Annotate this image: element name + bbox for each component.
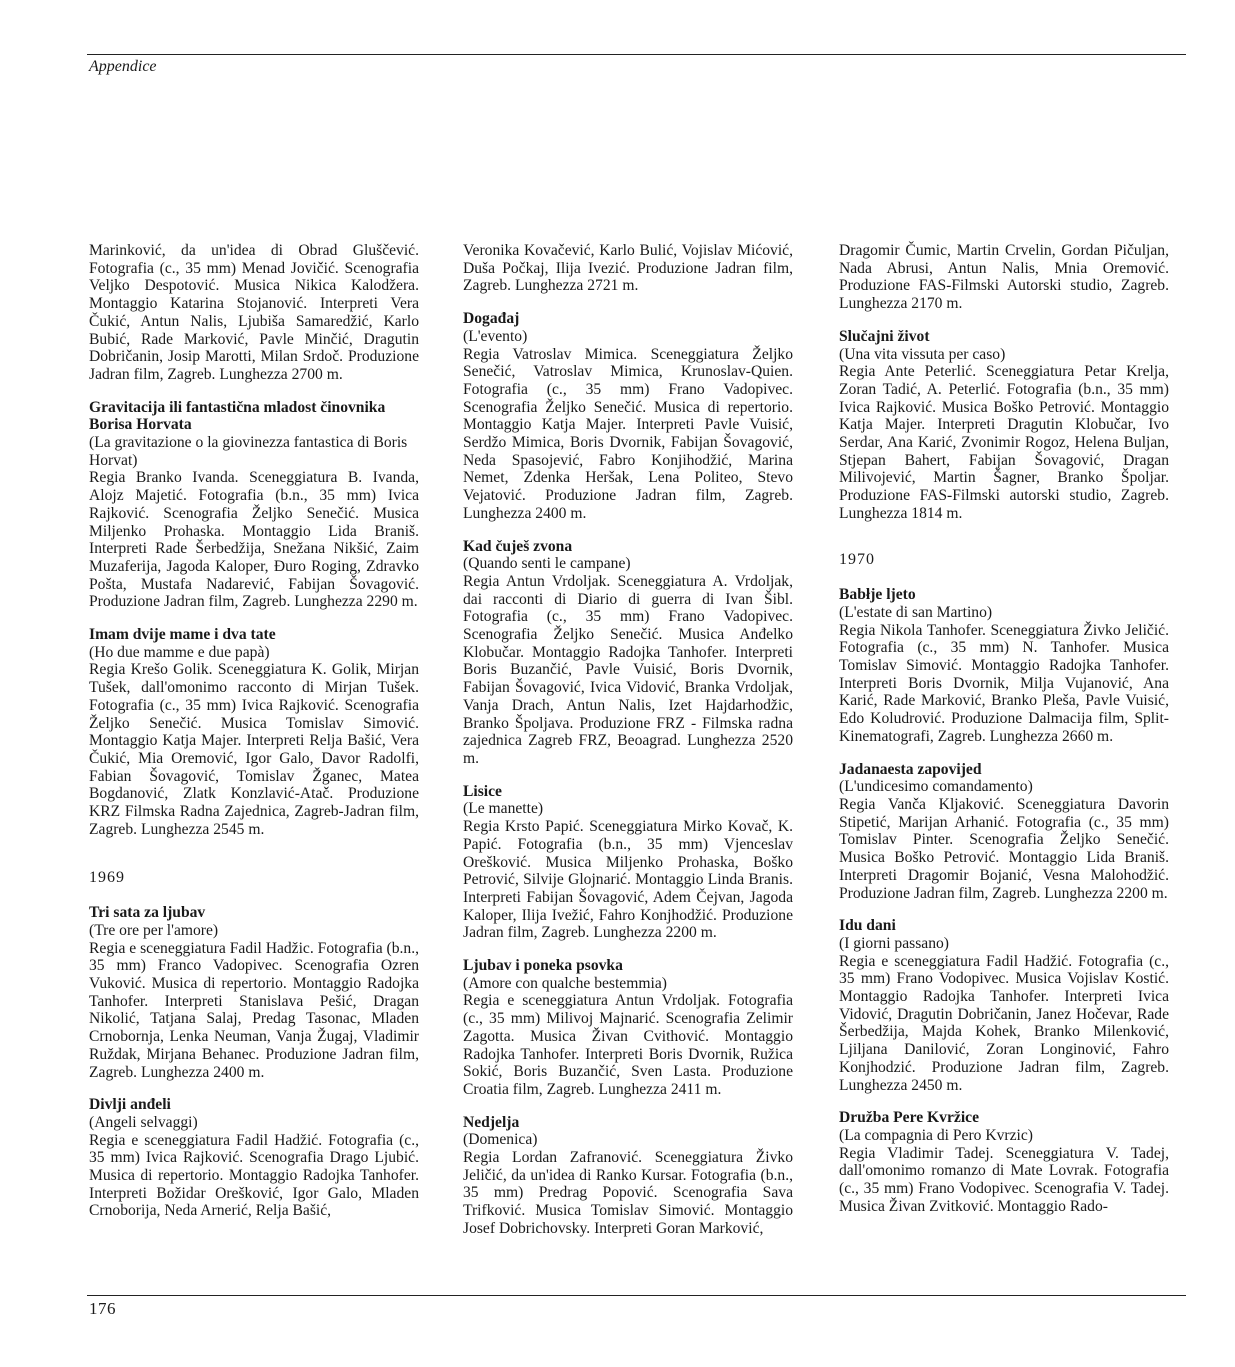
film-translated-title: (L'evento) <box>463 327 528 345</box>
film-translated-title: (L'undicesimo comandamento) <box>839 778 1033 796</box>
film-translated-title: (Amore con qualche bestemmia) <box>463 974 667 992</box>
film-translated-title: (Quando senti le campane) <box>463 555 631 573</box>
film-title: Lisice <box>463 782 502 800</box>
film-entry <box>89 904 419 1081</box>
continuation-text: Veronika Kovačević, Karlo Bulić, Vojislav Mićović, Duša Počkaj, Ilija Ivezić. Produzione Jadran film, Zagreb. Lunghezza 2721 m. <box>463 242 793 295</box>
film-entry <box>463 538 793 768</box>
film-entry <box>839 328 1169 523</box>
film-translated-title: (Domenica) <box>463 1131 538 1149</box>
film-credits: Regia Ante Peterlić. Sceneggiatura Petar Krelja, Zoran Tadić, A. Peterlić. Fotografia (b.n., 35 mm) Ivica Rajković. Musica Boško Petrović. Montaggio Katja Majer. Interpreti Dragutin Klobučar, Ivo Serdar, Ana Karić, Zvonimir Rogoz, Helena Buljan, Stjepan Bahert, Fabijan Šovagović, Dragan Milivojević, Martin Šagner, Branko Špoljar. Produzione FAS-Filmski autorski studio, Zagreb. Lunghezza 1814 m. <box>839 363 1169 522</box>
column-2 <box>463 242 793 1253</box>
page-number: 176 <box>89 1299 116 1318</box>
running-header: Appendice <box>89 58 157 75</box>
film-title: Tri sata za ljubav <box>89 904 206 922</box>
film-translated-title: (Ho due mamme e due papà) <box>89 643 270 661</box>
film-credits: Regia e sceneggiatura Fadil Hadžić. Fotografia (c., 35 mm) Frano Vodopivec. Musica Vojislav Kostić. Montaggio Radojka Tanhofer. Interpreti Ivica Vidović, Dragutin Dobričanin, Janez Hočevar, Rade Šerbedžija, Majda Kohek, Branko Milenković, Ljiljana Danilović, Zoran Longinović, Fahro Konjhodzić. Produzione Jadran film, Zagreb. Lunghezza 2450 m. <box>839 952 1169 1094</box>
film-translated-title: (L'estate di san Martino) <box>839 603 993 621</box>
film-translated-title: (I giorni passano) <box>839 934 949 952</box>
film-credits: Regia Branko Ivanda. Sceneggiatura B. Ivanda, Alojz Majetić. Fotografia (b.n., 35 mm) Ivica Rajković. Scenografia Željko Senečić. Musica Miljenko Prohaska. Montaggio Lida Braniš. Interpreti Rade Šerbedžija, Snežana Nikšić, Zaim Muzaferija, Jagoda Kaloper, Đuro Roging, Zdravko Pošta, Mustafa Nadarević, Fabijan Šovagović. Produzione Jadran film, Zagreb. Lunghezza 2290 m. <box>89 469 419 611</box>
film-credits: Regia e sceneggiatura Antun Vrdoljak. Fotografia (c., 35 mm) Milivoj Majnarić. Scenografia Zelimir Zagotta. Musica Živan Cvithović. Montaggio Radojka Tanhofer. Interpreti Boris Dvornik, Ružica Sokić, Boris Buzančić, Sven Lasta. Produzione Croatia film, Zagreb. Lunghezza 2411 m. <box>463 992 793 1098</box>
film-entry <box>839 1109 1169 1215</box>
film-title: Gravitacija ili fantastična mladost činovnika Borisa Horvata <box>89 398 386 434</box>
film-credits: Regia Vladimir Tadej. Sceneggiatura V. Tadej, dall'omonimo romanzo di Mate Lovrak. Fotografia (c., 35 mm) Frano Vodopivec. Scenografia V. Tadej. Musica Živan Zvitković. Montaggio Rado- <box>839 1144 1169 1215</box>
film-title: Ljubav i poneka psovka <box>463 957 623 975</box>
film-translated-title: (La gravitazione o la giovinezza fantastica di Boris Horvat) <box>89 434 408 469</box>
film-entry <box>89 399 419 611</box>
column-3 <box>839 242 1169 1230</box>
film-translated-title: (Angeli selvaggi) <box>89 1113 198 1131</box>
footer-rule <box>87 1295 1186 1296</box>
film-credits: Regia Lordan Zafranović. Sceneggiatura Živko Jeličić, da un'idea di Ranko Kursar. Fotografia (b.n., 35 mm) Predrag Popović. Scenografia Sava Trifković. Musica Tomislav Simović. Montaggio Josef Dobrichovsky. Interpreti Goran Marković, <box>463 1149 793 1237</box>
film-title: Slučajni život <box>839 327 930 345</box>
film-title: Kad čuješ zvona <box>463 537 573 555</box>
header-rule <box>87 54 1186 55</box>
film-entry <box>463 310 793 522</box>
film-entry <box>839 586 1169 745</box>
year-heading: 1969 <box>89 868 125 886</box>
film-credits: Regia e sceneggiatura Fadil Hadžic. Fotografia (b.n., 35 mm) Franco Vadopivec. Scenografia Ozren Vuković. Musica di repertorio. Montaggio Radojka Tanhofer. Interpreti Stanislava Pešić, Dragan Nikolić, Tatjana Salaj, Predag Tasonac, Mladen Crnobornja, Lenka Neuman, Vanja Žugaj, Vladimir Ruždak, Mirjana Behanec. Produzione Jadran film, Zagreb. Lunghezza 2400 m. <box>89 939 419 1081</box>
film-entry <box>463 1114 793 1238</box>
film-title: Događaj <box>463 310 520 328</box>
film-credits: Regia Vanča Kljaković. Sceneggiatura Davorin Stipetić, Marijan Arhanić. Fotografia (c., 35 mm) Tomislav Pinter. Scenografia Željko Senečić. Musica Boško Petrović. Montaggio Lida Braniš. Interpreti Dragomir Bojanić, Vesna Malohodžić. Produzione Jadran film, Zagreb. Lunghezza 2200 m. <box>839 795 1169 902</box>
film-entry <box>89 1096 419 1220</box>
film-title: Imam dvije mame i dva tate <box>89 626 276 644</box>
film-title: Divlji anđeli <box>89 1096 171 1114</box>
film-translated-title: (Le manette) <box>463 800 544 818</box>
film-entry <box>463 957 793 1099</box>
film-translated-title: (La compagnia di Pero Kvrzic) <box>839 1126 1033 1144</box>
film-credits: Regia Antun Vrdoljak. Sceneggiatura A. Vrdoljak, dai racconti di Diario di guerra di Ivan Šibl. Fotografia (c., 35 mm) Frano Vadopivec. Scenografia Željko Senečić. Musica Anđelko Klobučar. Montaggio Radojka Tanhofer. Interpreti Boris Buzančić, Pavle Vuisić, Boris Dvornik, Fabijan Šovagović, Ivica Vidović, Branka Vrdoljak, Vanja Drach, Antun Nalis, Izet Hajdarhodžic, Branko Špoljava. Produzione FRZ - Filmska radna zajednica Zagreb FRZ, Beoagrad. Lunghezza 2520 m. <box>463 572 793 767</box>
continuation-text: Marinković, da un'idea di Obrad Gluščević. Fotografia (c., 35 mm) Menad Jovičić. Scenografia Veljko Despotović. Musica Nikica Kalodžera. Montaggio Katarina Stojanović. Interpreti Vera Čukić, Antun Nalis, Ljubiša Samaredžić, Karlo Bubić, Rade Marković, Pavle Minčić, Dragutin Dobričanin, Josip Marotti, Milan Srdoč. Produzione Jadran film, Zagreb. Lunghezza 2700 m. <box>89 242 419 383</box>
year-heading: 1970 <box>839 550 875 568</box>
film-credits: Regia Vatroslav Mimica. Sceneggiatura Željko Senečić, Vatroslav Mimica, Krunoslav-Quien. Fotografia (c., 35 mm) Frano Vadopivec. Scenografia Željko Senečić. Musica di repertorio. Montaggio Katja Majer. Interpreti Pavle Vuisić, Serdžo Mimica, Boris Dvornik, Fabijan Šovagović, Neda Spasojević, Fabro Konjihodžić, Marina Nemet, Zdenka Heršak, Lena Politeo, Stevo Vejatović. Produzione Jadran film, Zagreb. Lunghezza 2400 m. <box>463 345 793 522</box>
film-title: Jadanaesta zapovijed <box>839 760 982 778</box>
film-title: Idu dani <box>839 917 896 935</box>
film-entry <box>463 783 793 942</box>
film-credits: Regia e sceneggiatura Fadil Hadžić. Fotografia (c., 35 mm) Ivica Rajković. Scenografia Drago Ljubić. Musica di repertorio. Montaggio Radojka Tanhofer. Interpreti Božidar Orešković, Igor Galo, Mladen Crnoborija, Neda Arnerić, Relja Bašić, <box>89 1131 419 1220</box>
film-entry <box>839 761 1169 903</box>
continuation-text: Dragomir Čumic, Martin Crvelin, Gordan Pičuljan, Nada Abrusi, Antun Nalis, Mnia Oremović. Produzione FAS-Filmski Autorski studio, Zagreb. Lunghezza 2170 m. <box>839 242 1169 313</box>
film-title: Družba Pere Kvržice <box>839 1109 979 1127</box>
film-credits: Regia Nikola Tanhofer. Sceneggiatura Živko Jeličić. Fotografia (c., 35 mm) N. Tanhofer. Musica Tomislav Simović. Montaggio Radojka Tanhofer. Interpreti Boris Dvornik, Milja Vujanović, Ana Karić, Rade Marković, Branko Pleša, Pavle Vuisić, Edo Koludrović. Produzione Dalmacija film, Split-Kinematografi, Zagreb. Lunghezza 2660 m. <box>839 621 1169 745</box>
film-title: Babłje ljeto <box>839 586 916 604</box>
film-entry <box>839 917 1169 1094</box>
film-title: Nedjelja <box>463 1113 520 1131</box>
column-1 <box>89 242 419 1235</box>
film-translated-title: (Una vita vissuta per caso) <box>839 345 1006 363</box>
film-credits: Regia Krešo Golik. Sceneggiatura K. Golik, Mirjan Tušek, dall'omonimo racconto di Mirjan Tušek. Fotografia (c., 35 mm) Ivica Rajković. Scenografia Željko Senečić. Musica Tomislav Simović. Montaggio Katja Majer. Interpreti Relja Bašić, Vera Čukić, Mia Oremović, Igor Galo, Davor Radolfi, Fabian Šovagović, Tomislav Žganec, Matea Bogdanović, Zlatk Konzlavić-Atač. Produzione KRZ Filmska Radna Zajednica, Zagreb-Jadran film, Zagreb. Lunghezza 2545 m. <box>89 661 419 838</box>
film-entry <box>89 626 419 838</box>
film-translated-title: (Tre ore per l'amore) <box>89 921 219 939</box>
film-credits: Regia Krsto Papić. Sceneggiatura Mirko Kovač, K. Papić. Fotografia (b.n., 35 mm) Vjenceslav Orešković. Musica Miljenko Prohaska, Boško Petrović, Silvije Glojnarić. Montaggio Linda Branis. Interpreti Fabijan Šovagović, Adem Čejvan, Jagoda Kaloper, Ilija Ivežić, Fahro Konjhodžić. Produzione Jadran film, Zagreb. Lunghezza 2200 m. <box>463 818 793 942</box>
